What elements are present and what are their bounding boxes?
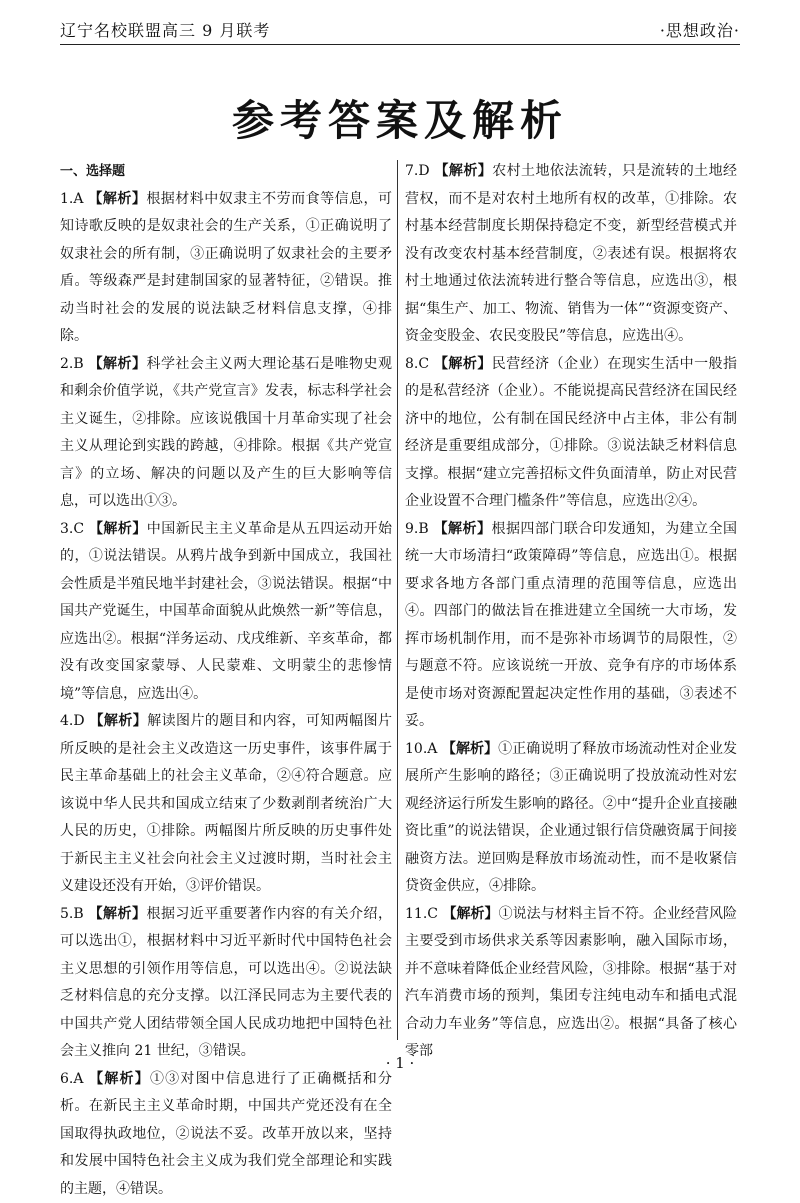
answer-item: 3.C 【解析】中国新民主主义革命是从五四运动开始的，①说法错误。从鸦片战争到新中国成立，我国社会性质是半殖民地半封建社会，③说法错误。根据“中国共产党诞生，中国革命面貌从此焕然一新”等信息，应选出②。根据“洋务运动、戊戌维新、辛亥革命，都没有改变国家蒙辱、人民蒙难、文明蒙尘的悲惨情境”等信息，应选出④。 [60,516,392,709]
answer-item: 8.C 【解析】民营经济（企业）在现实生活中一般指的是私营经济（企业）。不能说提高民营经济在国民经济中的地位，公有制在国民经济中占主体，非公有制经济是重要组成部分，①排除。③说法缺乏材料信息支撑。根据“建立完善招标文件负面清单，防止对民营企业设置不合理门槛条件”等信息，应选出②④。 [405,351,737,516]
page-number: · 1 · [0,1054,800,1072]
page-title: 参考答案及解析 [0,88,800,148]
exam-name: 辽宁名校联盟高三 9 月联考 [60,18,270,41]
answer-item: 1.A 【解析】根据材料中奴隶主不劳而食等信息，可知诗歌反映的是奴隶社会的生产关系，①正确说明了奴隶社会的所有制，③正确说明了奴隶社会的主要矛盾。等级森严是封建制国家的显著特征，②错误。推动当时社会的发展的说法缺乏材料信息支撑，④排除。 [60,186,392,351]
column-divider [397,160,398,1040]
subject-name: ·思想政治· [660,18,740,41]
answer-item: 2.B 【解析】科学社会主义两大理论基石是唯物史观和剩余价值学说，《共产党宣言》发表，标志科学社会主义诞生，②排除。应该说俄国十月革命实现了社会主义从理论到实践的跨越，④排除。根据《共产党宣言》的立场、解决的问题以及产生的巨大影响等信息，可以选出①③。 [60,351,392,516]
answer-item: 7.D 【解析】农村土地依法流转，只是流转的土地经营权，而不是对农村土地所有权的改革，①排除。农村基本经营制度长期保持稳定不变，新型经营模式并没有改变农村基本经营制度，②表述有误。根据将农村土地通过依法流转进行整合等信息，应选出③，根据“集生产、加工、物流、销售为一体”“资源变资产、资金变股金、农民变股民”等信息，应选出④。 [405,158,737,351]
answer-item: 5.B 【解析】根据习近平重要著作内容的有关介绍，可以选出①，根据材料中习近平新时代中国特色社会主义思想的引领作用等信息，可以选出④。②说法缺乏材料信息的充分支撑。以江泽民同志为主要代表的中国共产党人团结带领全国人民成功地把中国特色社会主义推向 21 世纪，③错误。 [60,901,392,1066]
answer-item: 6.A 【解析】①③对图中信息进行了正确概括和分析。在新民主主义革命时期，中国共产党还没有在全国取得执政地位，②说法不妥。改革开放以来，坚持和发展中国特色社会主义成为我们党全部理论和实践的主题，④错误。 [60,1066,392,1203]
section-title: 一、选择题 [60,158,392,186]
answer-item: 10.A 【解析】①正确说明了释放市场流动性对企业发展所产生影响的路径；③正确说明了投放流动性对宏观经济运行所发生影响的路径。②中“提升企业直接融资比重”的说法错误，企业通过银行信贷融资属于间接融资方法。逆回购是释放市场流动性，而不是收紧信贷资金供应，④排除。 [405,736,737,901]
answer-item: 4.D 【解析】解读图片的题目和内容，可知两幅图片所反映的是社会主义改造这一历史事件，该事件属于民主革命基础上的社会主义革命，②④符合题意。应该说中华人民共和国成立结束了少数剥削者统治广大人民的历史，①排除。两幅图片所反映的历史事件处于新民主主义社会向社会主义过渡时期，当时社会主义建设还没有开始，③评价错误。 [60,708,392,901]
answer-item: 11.C 【解析】①说法与材料主旨不符。企业经营风险主要受到市场供求关系等因素影响，融入国际市场，并不意味着降低企业经营风险，③排除。根据“基于对汽车消费市场的预判，集团专注纯电动车和插电式混合动力车业务”等信息，应选出②。根据“具备了核心零部 [405,901,737,1066]
answer-item: 9.B 【解析】根据四部门联合印发通知，为建立全国统一大市场清扫“政策障碍”等信息，应选出①。根据要求各地方各部门重点清理的范围等信息，应选出④。四部门的做法旨在推进建立全国统一大市场，发挥市场机制作用，而不是弥补市场调节的局限性，②与题意不符。应该说统一开放、竞争有序的市场体系是使市场对资源配置起决定性作用的基础，③表述不妥。 [405,516,737,736]
right-column [405,158,737,1048]
page-header [60,14,740,45]
left-column [60,158,392,1048]
